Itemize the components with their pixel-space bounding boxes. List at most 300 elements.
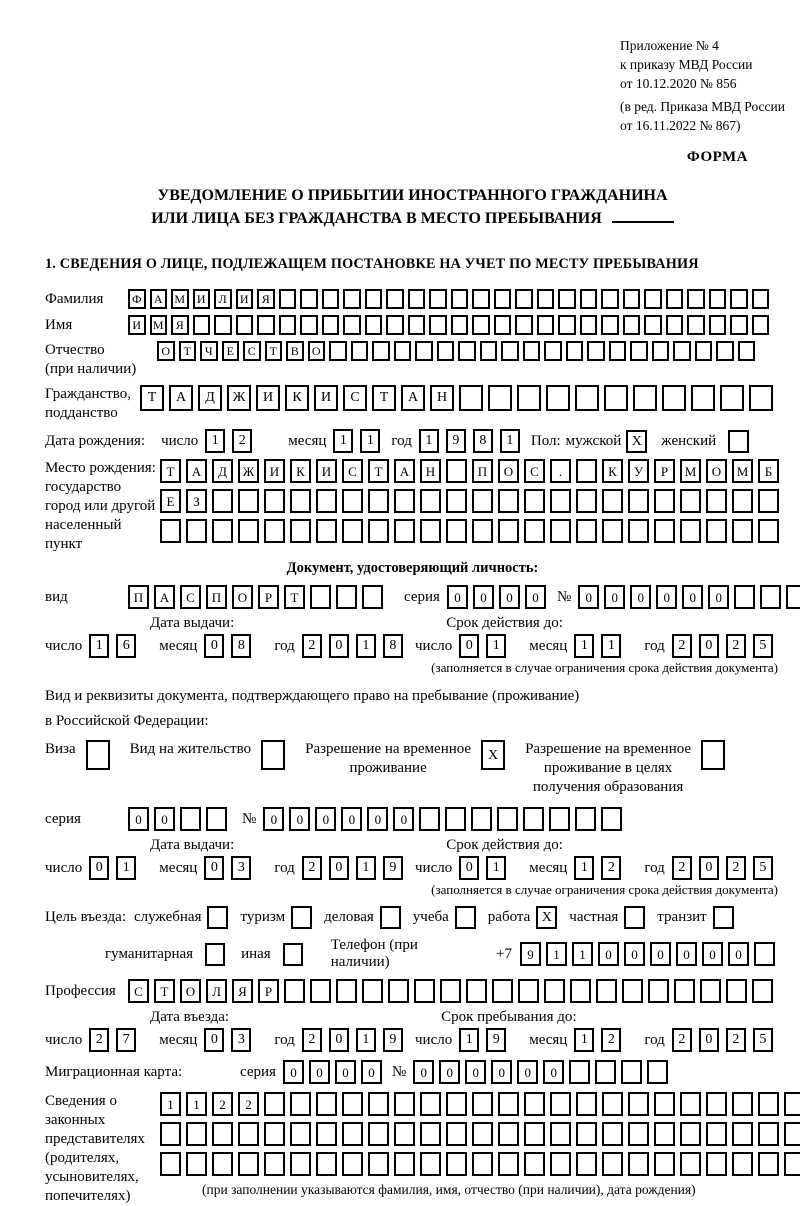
form-cell[interactable]: Ф bbox=[128, 289, 146, 309]
form-cell[interactable]: 0 bbox=[702, 942, 723, 966]
form-cell[interactable] bbox=[420, 519, 441, 543]
form-cell[interactable] bbox=[628, 1122, 649, 1146]
form-cell[interactable] bbox=[480, 341, 498, 361]
form-cell[interactable]: А bbox=[186, 459, 207, 483]
form-cell[interactable] bbox=[472, 489, 493, 513]
form-cell[interactable] bbox=[524, 1122, 545, 1146]
form-cell[interactable] bbox=[322, 315, 340, 335]
form-cell[interactable] bbox=[580, 289, 598, 309]
form-cell[interactable] bbox=[212, 1122, 233, 1146]
form-cell[interactable] bbox=[758, 1122, 779, 1146]
form-cell[interactable] bbox=[700, 979, 721, 1003]
form-cell[interactable] bbox=[284, 979, 305, 1003]
form-cell[interactable] bbox=[420, 1092, 441, 1116]
form-cell[interactable] bbox=[758, 1152, 779, 1176]
form-cell[interactable]: 1 bbox=[89, 634, 109, 658]
form-cell[interactable]: Ж bbox=[227, 385, 251, 411]
form-cell[interactable] bbox=[515, 315, 533, 335]
form-cell[interactable] bbox=[336, 585, 357, 609]
form-cell[interactable] bbox=[186, 1152, 207, 1176]
form-cell[interactable]: И bbox=[264, 459, 285, 483]
form-cell[interactable]: И bbox=[193, 289, 211, 309]
form-cell[interactable] bbox=[419, 807, 440, 831]
form-cell[interactable] bbox=[628, 1152, 649, 1176]
form-cell[interactable] bbox=[459, 385, 483, 411]
form-cell[interactable] bbox=[394, 1152, 415, 1176]
form-cell[interactable]: С bbox=[342, 459, 363, 483]
form-cell[interactable] bbox=[336, 979, 357, 1003]
form-cell[interactable] bbox=[446, 1092, 467, 1116]
form-cell[interactable]: 1 bbox=[356, 856, 376, 880]
form-cell[interactable]: 9 bbox=[383, 856, 403, 880]
form-cell[interactable] bbox=[290, 489, 311, 513]
form-cell[interactable] bbox=[633, 385, 657, 411]
form-cell[interactable] bbox=[602, 519, 623, 543]
form-cell[interactable] bbox=[329, 341, 347, 361]
form-cell[interactable]: Е bbox=[222, 341, 240, 361]
form-cell[interactable] bbox=[472, 315, 490, 335]
form-cell[interactable]: С bbox=[180, 585, 201, 609]
form-cell[interactable] bbox=[706, 1152, 727, 1176]
form-cell[interactable]: 6 bbox=[116, 634, 136, 658]
form-cell[interactable] bbox=[758, 519, 779, 543]
form-cell[interactable] bbox=[290, 519, 311, 543]
form-cell[interactable] bbox=[498, 489, 519, 513]
form-cell[interactable] bbox=[544, 979, 565, 1003]
checkbox-purpose-rabota[interactable]: X bbox=[536, 906, 557, 929]
form-cell[interactable] bbox=[576, 1092, 597, 1116]
form-cell[interactable]: 1 bbox=[601, 634, 621, 658]
form-cell[interactable] bbox=[569, 1060, 590, 1084]
form-cell[interactable]: 0 bbox=[578, 585, 599, 609]
form-cell[interactable] bbox=[706, 1122, 727, 1146]
form-cell[interactable]: 0 bbox=[499, 585, 520, 609]
form-cell[interactable]: 1 bbox=[186, 1092, 207, 1116]
form-cell[interactable] bbox=[368, 1152, 389, 1176]
form-cell[interactable]: 2 bbox=[672, 856, 692, 880]
form-cell[interactable]: Т bbox=[179, 341, 197, 361]
form-cell[interactable]: 0 bbox=[598, 942, 619, 966]
form-cell[interactable]: 0 bbox=[473, 585, 494, 609]
form-cell[interactable] bbox=[342, 489, 363, 513]
form-cell[interactable] bbox=[601, 315, 619, 335]
form-cell[interactable] bbox=[186, 1122, 207, 1146]
form-cell[interactable] bbox=[537, 315, 555, 335]
form-cell[interactable] bbox=[193, 315, 211, 335]
form-cell[interactable]: 0 bbox=[459, 856, 479, 880]
form-cell[interactable] bbox=[408, 315, 426, 335]
form-cell[interactable]: 0 bbox=[413, 1060, 434, 1084]
form-cell[interactable] bbox=[214, 315, 232, 335]
form-cell[interactable] bbox=[494, 315, 512, 335]
form-cell[interactable] bbox=[388, 979, 409, 1003]
form-cell[interactable]: 0 bbox=[89, 856, 109, 880]
form-cell[interactable] bbox=[654, 1152, 675, 1176]
form-cell[interactable] bbox=[415, 341, 433, 361]
checkbox-sex-male[interactable]: X bbox=[626, 430, 647, 453]
form-cell[interactable]: 0 bbox=[676, 942, 697, 966]
form-cell[interactable] bbox=[706, 519, 727, 543]
form-cell[interactable] bbox=[386, 289, 404, 309]
form-cell[interactable] bbox=[498, 1152, 519, 1176]
form-cell[interactable]: А bbox=[169, 385, 193, 411]
form-cell[interactable] bbox=[394, 341, 412, 361]
form-cell[interactable]: 0 bbox=[656, 585, 677, 609]
form-cell[interactable] bbox=[706, 489, 727, 513]
form-cell[interactable]: 0 bbox=[459, 634, 479, 658]
form-cell[interactable] bbox=[498, 1122, 519, 1146]
form-cell[interactable]: О bbox=[308, 341, 326, 361]
form-cell[interactable]: 0 bbox=[439, 1060, 460, 1084]
form-cell[interactable] bbox=[310, 979, 331, 1003]
form-cell[interactable]: 0 bbox=[630, 585, 651, 609]
form-cell[interactable] bbox=[601, 289, 619, 309]
checkbox-purpose-tranzit[interactable] bbox=[713, 906, 734, 929]
form-cell[interactable]: 0 bbox=[699, 856, 719, 880]
form-cell[interactable]: 1 bbox=[486, 856, 506, 880]
form-cell[interactable] bbox=[628, 489, 649, 513]
form-cell[interactable]: Т bbox=[368, 459, 389, 483]
form-cell[interactable] bbox=[343, 289, 361, 309]
form-cell[interactable]: 2 bbox=[238, 1092, 259, 1116]
checkbox-temp-permit[interactable]: X bbox=[481, 740, 505, 770]
form-cell[interactable]: 3 bbox=[231, 856, 251, 880]
form-cell[interactable] bbox=[386, 315, 404, 335]
form-cell[interactable]: 9 bbox=[486, 1028, 506, 1052]
form-cell[interactable] bbox=[758, 1092, 779, 1116]
form-cell[interactable] bbox=[394, 1122, 415, 1146]
form-cell[interactable] bbox=[628, 519, 649, 543]
form-cell[interactable]: М bbox=[680, 459, 701, 483]
form-cell[interactable]: Т bbox=[372, 385, 396, 411]
form-cell[interactable] bbox=[630, 341, 648, 361]
form-cell[interactable]: Р bbox=[258, 979, 279, 1003]
form-cell[interactable] bbox=[544, 341, 562, 361]
form-cell[interactable] bbox=[264, 489, 285, 513]
form-cell[interactable] bbox=[674, 979, 695, 1003]
form-cell[interactable] bbox=[652, 341, 670, 361]
form-cell[interactable] bbox=[394, 489, 415, 513]
form-cell[interactable] bbox=[576, 519, 597, 543]
checkbox-purpose-delovaya[interactable] bbox=[380, 906, 401, 929]
form-cell[interactable] bbox=[160, 519, 181, 543]
form-cell[interactable] bbox=[546, 385, 570, 411]
form-cell[interactable]: 0 bbox=[329, 634, 349, 658]
form-cell[interactable] bbox=[749, 385, 773, 411]
form-cell[interactable] bbox=[687, 289, 705, 309]
form-cell[interactable]: Ч bbox=[200, 341, 218, 361]
form-cell[interactable] bbox=[609, 341, 627, 361]
form-cell[interactable] bbox=[754, 942, 775, 966]
form-cell[interactable] bbox=[316, 489, 337, 513]
form-cell[interactable] bbox=[368, 1122, 389, 1146]
form-cell[interactable] bbox=[429, 289, 447, 309]
form-cell[interactable] bbox=[732, 519, 753, 543]
form-cell[interactable] bbox=[472, 519, 493, 543]
form-cell[interactable]: 8 bbox=[383, 634, 403, 658]
form-cell[interactable]: Т bbox=[265, 341, 283, 361]
form-cell[interactable]: И bbox=[316, 459, 337, 483]
form-cell[interactable] bbox=[316, 1092, 337, 1116]
form-cell[interactable] bbox=[446, 459, 467, 483]
form-cell[interactable]: 9 bbox=[383, 1028, 403, 1052]
form-cell[interactable]: 2 bbox=[601, 1028, 621, 1052]
form-cell[interactable] bbox=[523, 341, 541, 361]
form-cell[interactable] bbox=[726, 979, 747, 1003]
form-cell[interactable] bbox=[494, 289, 512, 309]
form-cell[interactable]: М bbox=[150, 315, 168, 335]
form-cell[interactable]: 2 bbox=[212, 1092, 233, 1116]
form-cell[interactable]: 1 bbox=[572, 942, 593, 966]
form-cell[interactable] bbox=[160, 1152, 181, 1176]
form-cell[interactable]: С bbox=[243, 341, 261, 361]
form-cell[interactable] bbox=[300, 289, 318, 309]
form-cell[interactable] bbox=[654, 1122, 675, 1146]
form-cell[interactable] bbox=[316, 519, 337, 543]
form-cell[interactable] bbox=[429, 315, 447, 335]
form-cell[interactable] bbox=[212, 519, 233, 543]
form-cell[interactable] bbox=[537, 289, 555, 309]
form-cell[interactable]: Я bbox=[171, 315, 189, 335]
form-cell[interactable] bbox=[666, 289, 684, 309]
form-cell[interactable] bbox=[628, 1092, 649, 1116]
form-cell[interactable]: 0 bbox=[682, 585, 703, 609]
form-cell[interactable] bbox=[575, 807, 596, 831]
form-cell[interactable]: 1 bbox=[546, 942, 567, 966]
form-cell[interactable] bbox=[680, 519, 701, 543]
form-cell[interactable] bbox=[695, 341, 713, 361]
form-cell[interactable] bbox=[408, 289, 426, 309]
form-cell[interactable] bbox=[760, 585, 781, 609]
form-cell[interactable] bbox=[451, 289, 469, 309]
form-cell[interactable] bbox=[716, 341, 734, 361]
form-cell[interactable] bbox=[472, 1152, 493, 1176]
form-cell[interactable]: 0 bbox=[517, 1060, 538, 1084]
form-cell[interactable] bbox=[394, 519, 415, 543]
form-cell[interactable]: 0 bbox=[708, 585, 729, 609]
form-cell[interactable] bbox=[322, 289, 340, 309]
form-cell[interactable]: Т bbox=[284, 585, 305, 609]
form-cell[interactable]: 0 bbox=[329, 1028, 349, 1052]
form-cell[interactable]: 0 bbox=[204, 856, 224, 880]
form-cell[interactable]: 9 bbox=[520, 942, 541, 966]
form-cell[interactable] bbox=[290, 1122, 311, 1146]
form-cell[interactable]: 0 bbox=[315, 807, 336, 831]
form-cell[interactable]: П bbox=[128, 585, 149, 609]
form-cell[interactable]: Т bbox=[160, 459, 181, 483]
form-cell[interactable]: Я bbox=[232, 979, 253, 1003]
form-cell[interactable]: 0 bbox=[543, 1060, 564, 1084]
form-cell[interactable]: 2 bbox=[672, 1028, 692, 1052]
form-cell[interactable] bbox=[279, 315, 297, 335]
checkbox-purpose-turizm[interactable] bbox=[291, 906, 312, 929]
form-cell[interactable]: И bbox=[256, 385, 280, 411]
form-cell[interactable] bbox=[458, 341, 476, 361]
form-cell[interactable]: 0 bbox=[447, 585, 468, 609]
form-cell[interactable] bbox=[662, 385, 686, 411]
form-cell[interactable] bbox=[420, 1122, 441, 1146]
form-cell[interactable] bbox=[648, 979, 669, 1003]
form-cell[interactable]: Т bbox=[140, 385, 164, 411]
form-cell[interactable]: И bbox=[236, 289, 254, 309]
form-cell[interactable]: 0 bbox=[393, 807, 414, 831]
form-cell[interactable] bbox=[264, 1152, 285, 1176]
form-cell[interactable] bbox=[414, 979, 435, 1003]
form-cell[interactable] bbox=[206, 807, 227, 831]
form-cell[interactable] bbox=[342, 1122, 363, 1146]
form-cell[interactable] bbox=[351, 341, 369, 361]
form-cell[interactable] bbox=[524, 1152, 545, 1176]
form-cell[interactable]: 1 bbox=[574, 856, 594, 880]
form-cell[interactable]: 8 bbox=[473, 429, 493, 453]
form-cell[interactable] bbox=[212, 489, 233, 513]
form-cell[interactable] bbox=[362, 979, 383, 1003]
form-cell[interactable] bbox=[488, 385, 512, 411]
form-cell[interactable] bbox=[440, 979, 461, 1003]
form-cell[interactable]: 9 bbox=[446, 429, 466, 453]
form-cell[interactable] bbox=[720, 385, 744, 411]
form-cell[interactable] bbox=[518, 979, 539, 1003]
form-cell[interactable]: 0 bbox=[361, 1060, 382, 1084]
form-cell[interactable] bbox=[368, 519, 389, 543]
form-cell[interactable]: О bbox=[232, 585, 253, 609]
form-cell[interactable]: У bbox=[628, 459, 649, 483]
form-cell[interactable] bbox=[566, 341, 584, 361]
form-cell[interactable] bbox=[623, 289, 641, 309]
form-cell[interactable] bbox=[472, 1122, 493, 1146]
form-cell[interactable] bbox=[602, 1152, 623, 1176]
form-cell[interactable]: К bbox=[285, 385, 309, 411]
form-cell[interactable] bbox=[784, 1122, 800, 1146]
form-cell[interactable]: 1 bbox=[360, 429, 380, 453]
form-cell[interactable] bbox=[580, 315, 598, 335]
form-cell[interactable] bbox=[264, 1122, 285, 1146]
form-cell[interactable]: 0 bbox=[699, 1028, 719, 1052]
form-cell[interactable]: 0 bbox=[204, 1028, 224, 1052]
form-cell[interactable] bbox=[238, 1152, 259, 1176]
checkbox-purpose-sluzhebnaya[interactable] bbox=[207, 906, 228, 929]
form-cell[interactable] bbox=[524, 519, 545, 543]
form-cell[interactable]: С bbox=[128, 979, 149, 1003]
form-cell[interactable]: Б bbox=[758, 459, 779, 483]
checkbox-purpose-ucheba[interactable] bbox=[455, 906, 476, 929]
form-cell[interactable] bbox=[279, 289, 297, 309]
form-cell[interactable] bbox=[730, 315, 748, 335]
form-cell[interactable] bbox=[264, 519, 285, 543]
checkbox-residence-permit[interactable] bbox=[261, 740, 285, 770]
form-cell[interactable] bbox=[576, 489, 597, 513]
form-cell[interactable] bbox=[602, 1092, 623, 1116]
form-cell[interactable]: Р bbox=[654, 459, 675, 483]
form-cell[interactable] bbox=[420, 1152, 441, 1176]
form-cell[interactable] bbox=[492, 979, 513, 1003]
form-cell[interactable]: 0 bbox=[335, 1060, 356, 1084]
form-cell[interactable]: 5 bbox=[753, 634, 773, 658]
form-cell[interactable]: Д bbox=[198, 385, 222, 411]
form-cell[interactable] bbox=[451, 315, 469, 335]
form-cell[interactable]: 0 bbox=[728, 942, 749, 966]
form-cell[interactable]: С bbox=[343, 385, 367, 411]
form-cell[interactable]: 0 bbox=[367, 807, 388, 831]
form-cell[interactable] bbox=[420, 489, 441, 513]
form-cell[interactable]: 2 bbox=[726, 634, 746, 658]
form-cell[interactable] bbox=[558, 315, 576, 335]
form-cell[interactable] bbox=[654, 1092, 675, 1116]
form-cell[interactable]: О bbox=[157, 341, 175, 361]
form-cell[interactable] bbox=[362, 585, 383, 609]
form-cell[interactable]: 0 bbox=[604, 585, 625, 609]
form-cell[interactable]: 2 bbox=[302, 634, 322, 658]
form-cell[interactable] bbox=[601, 807, 622, 831]
form-cell[interactable]: 8 bbox=[231, 634, 251, 658]
form-cell[interactable] bbox=[368, 1092, 389, 1116]
form-cell[interactable]: 1 bbox=[205, 429, 225, 453]
form-cell[interactable] bbox=[342, 1092, 363, 1116]
form-cell[interactable]: Е bbox=[160, 489, 181, 513]
form-cell[interactable] bbox=[576, 459, 597, 483]
form-cell[interactable] bbox=[524, 1092, 545, 1116]
form-cell[interactable] bbox=[550, 489, 571, 513]
form-cell[interactable] bbox=[445, 807, 466, 831]
form-cell[interactable]: М bbox=[171, 289, 189, 309]
form-cell[interactable] bbox=[732, 1152, 753, 1176]
form-cell[interactable]: О bbox=[498, 459, 519, 483]
form-cell[interactable]: В bbox=[286, 341, 304, 361]
form-cell[interactable] bbox=[647, 1060, 668, 1084]
form-cell[interactable]: 0 bbox=[289, 807, 310, 831]
form-cell[interactable] bbox=[587, 341, 605, 361]
form-cell[interactable]: И bbox=[128, 315, 146, 335]
form-cell[interactable] bbox=[784, 1092, 800, 1116]
form-cell[interactable] bbox=[212, 1152, 233, 1176]
form-cell[interactable] bbox=[602, 1122, 623, 1146]
form-cell[interactable] bbox=[752, 315, 770, 335]
form-cell[interactable]: 0 bbox=[283, 1060, 304, 1084]
form-cell[interactable]: Т bbox=[154, 979, 175, 1003]
form-cell[interactable] bbox=[621, 1060, 642, 1084]
form-cell[interactable]: 0 bbox=[128, 807, 149, 831]
form-cell[interactable]: . bbox=[550, 459, 571, 483]
form-cell[interactable] bbox=[752, 979, 773, 1003]
form-cell[interactable] bbox=[752, 289, 770, 309]
form-cell[interactable] bbox=[558, 289, 576, 309]
form-cell[interactable] bbox=[343, 315, 361, 335]
form-cell[interactable]: П bbox=[206, 585, 227, 609]
form-cell[interactable] bbox=[472, 289, 490, 309]
form-cell[interactable] bbox=[437, 341, 455, 361]
form-cell[interactable]: 0 bbox=[309, 1060, 330, 1084]
form-cell[interactable]: 1 bbox=[356, 634, 376, 658]
checkbox-temp-edu-permit[interactable] bbox=[701, 740, 725, 770]
form-cell[interactable] bbox=[784, 1152, 800, 1176]
form-cell[interactable] bbox=[687, 315, 705, 335]
form-cell[interactable] bbox=[595, 1060, 616, 1084]
checkbox-sex-female[interactable] bbox=[728, 430, 749, 453]
form-cell[interactable]: Я bbox=[257, 289, 275, 309]
form-cell[interactable]: 7 bbox=[116, 1028, 136, 1052]
form-cell[interactable] bbox=[238, 489, 259, 513]
form-cell[interactable] bbox=[691, 385, 715, 411]
form-cell[interactable]: К bbox=[290, 459, 311, 483]
form-cell[interactable] bbox=[709, 315, 727, 335]
form-cell[interactable] bbox=[644, 289, 662, 309]
form-cell[interactable]: С bbox=[524, 459, 545, 483]
form-cell[interactable] bbox=[446, 489, 467, 513]
form-cell[interactable]: 0 bbox=[650, 942, 671, 966]
form-cell[interactable] bbox=[550, 1122, 571, 1146]
form-cell[interactable]: 2 bbox=[726, 856, 746, 880]
form-cell[interactable] bbox=[498, 1092, 519, 1116]
